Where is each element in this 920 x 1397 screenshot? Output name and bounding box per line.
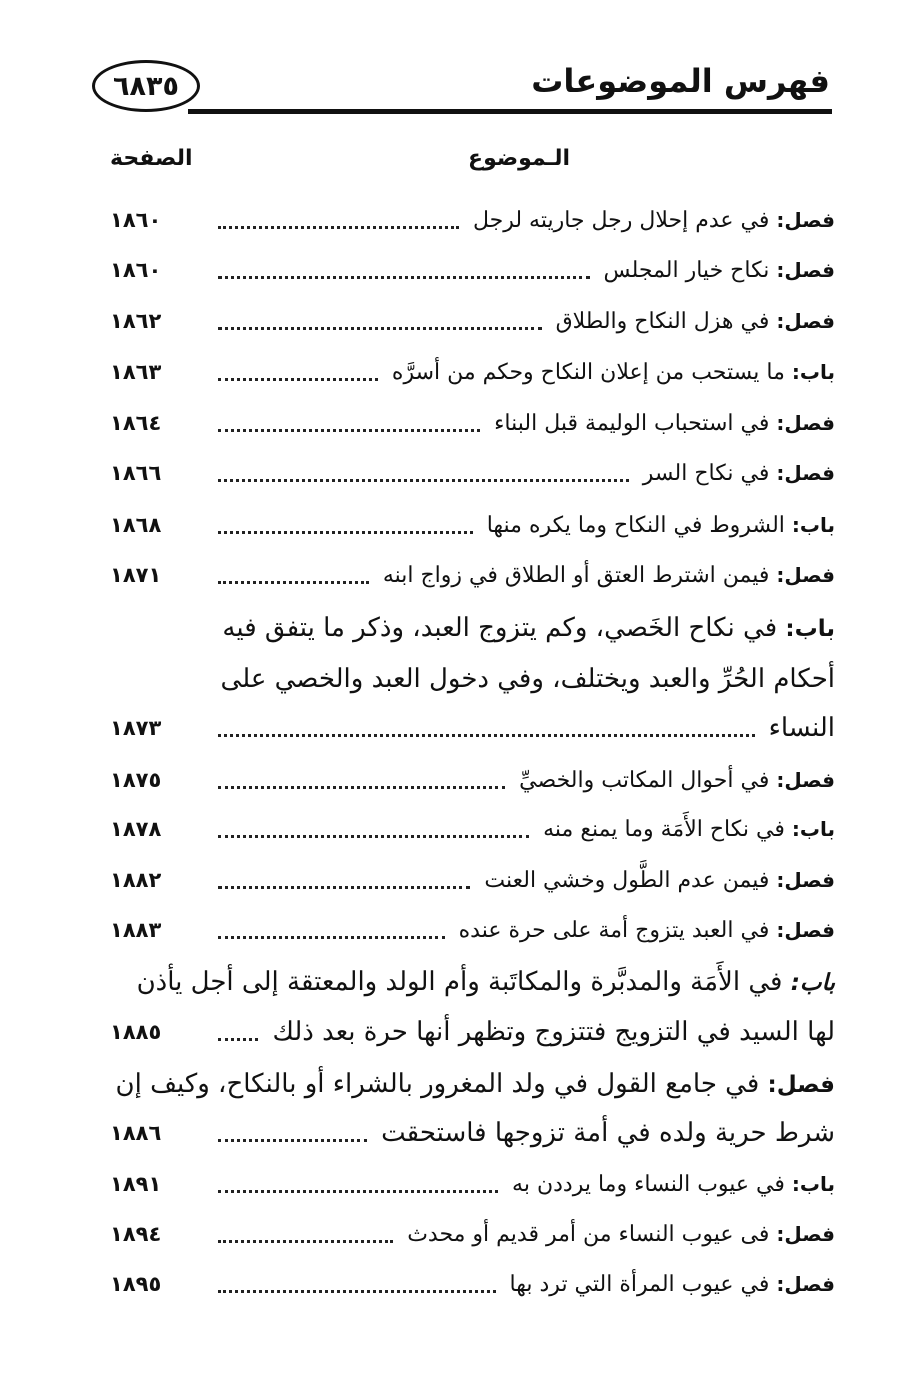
entry-title: في الأَمَة والمدبَّرة والمكاتَبة وأم الولد والمعتقة إلى أجل يأذن xyxy=(136,967,791,997)
entry-title: في استحباب الوليمة قبل البناء xyxy=(494,411,777,436)
entry-text xyxy=(473,200,835,241)
index-entry xyxy=(110,860,835,900)
entry-page-number: ١٨٧٥ xyxy=(110,768,162,792)
entry-text xyxy=(407,1214,835,1255)
dot-leader xyxy=(218,429,480,432)
entry-page-number: ١٨٧٣ xyxy=(110,716,162,740)
entry-keyword: فصل: xyxy=(776,918,835,942)
index-entry xyxy=(110,250,835,290)
dot-leader xyxy=(218,786,505,789)
entry-text xyxy=(543,809,835,850)
entry-title: في جامع القول في ولد المغرور بالشراء أو بالنكاح، وكيف إن xyxy=(115,1069,768,1099)
entry-text xyxy=(381,1113,835,1153)
entry-title: في عدم إحلال رجل جاريته لرجل xyxy=(472,208,777,233)
page-number: ٦٨٣٥ xyxy=(92,60,200,112)
entry-text xyxy=(643,453,835,494)
entry-keyword: باب: xyxy=(791,1172,835,1196)
entry-title: فيمن اشترط العتق أو الطلاق في زواج ابنه xyxy=(382,563,777,588)
entry-keyword: باب: xyxy=(791,817,835,841)
entry-keyword: باب: xyxy=(785,616,835,642)
entry-title: في العبد يتزوج أمة على حرة عنده xyxy=(458,918,777,943)
entry-page-number: ١٨٦٠ xyxy=(110,208,162,232)
entry-keyword: فصل: xyxy=(776,768,835,792)
index-entry xyxy=(110,809,835,849)
index-entry xyxy=(110,200,835,240)
dot-leader xyxy=(218,1240,393,1243)
entry-title: أحكام الحُرِّ والعبد ويختلف، وفي دخول العبد والخصي على xyxy=(220,664,835,694)
column-headers xyxy=(110,146,835,186)
entry-text xyxy=(556,301,835,342)
entry-title: الشروط في النكاح وما يكره منها xyxy=(486,513,792,538)
index-entry xyxy=(110,608,835,648)
index-entry xyxy=(110,352,835,392)
entry-title: في نكاح السر xyxy=(642,461,777,486)
dot-leader xyxy=(218,886,470,889)
index-entry xyxy=(110,659,835,699)
entry-page-number: ١٨٨٦ xyxy=(110,1121,162,1145)
index-entry xyxy=(110,962,835,1002)
entry-keyword: فصل: xyxy=(776,563,835,587)
entry-text xyxy=(221,659,835,699)
dot-leader xyxy=(218,479,629,482)
entry-text xyxy=(769,708,835,748)
entry-title: النساء xyxy=(768,713,835,743)
entry-title: في عيوب النساء وما يرددن به xyxy=(512,1172,792,1197)
index-entry xyxy=(110,910,835,950)
entry-title: ما يستحب من إعلان النكاح وحكم من أسرَّه xyxy=(391,360,792,385)
entry-text xyxy=(392,352,835,393)
dot-leader xyxy=(218,226,459,229)
index-entry xyxy=(110,453,835,493)
entry-text xyxy=(604,250,835,291)
index-entry xyxy=(110,403,835,443)
entry-text xyxy=(494,403,835,444)
entry-page-number: ١٨٦٢ xyxy=(110,309,162,333)
entry-text xyxy=(116,1064,835,1105)
index-entry xyxy=(110,1064,835,1104)
entry-title: في أحوال المكاتب والخصيِّ xyxy=(519,768,777,793)
entry-title: فى عيوب النساء من أمر قديم أو محدث xyxy=(407,1222,777,1247)
entry-keyword: باب: xyxy=(791,513,835,537)
entry-keyword: فصل: xyxy=(776,309,835,333)
page-header xyxy=(92,60,832,118)
entry-text xyxy=(222,608,835,649)
dot-leader xyxy=(218,1190,498,1193)
entry-keyword: فصل: xyxy=(767,1072,835,1098)
index-entry xyxy=(110,301,835,341)
entry-page-number: ١٨٩٥ xyxy=(110,1272,162,1296)
dot-leader xyxy=(218,936,445,939)
entry-title: في هزل النكاح والطلاق xyxy=(555,309,777,334)
entry-text xyxy=(512,1164,835,1205)
dot-leader xyxy=(218,378,378,381)
entry-keyword: فصل: xyxy=(776,258,835,282)
index-entry xyxy=(110,505,835,545)
entry-text xyxy=(519,760,835,801)
dot-leader xyxy=(218,1290,496,1293)
entry-text xyxy=(272,1012,835,1052)
index-entry xyxy=(110,1113,835,1153)
index-entry xyxy=(110,1264,835,1304)
entry-page-number: ١٨٩١ xyxy=(110,1172,162,1196)
entry-title: في نكاح الأَمَة وما يمنع منه xyxy=(543,817,792,842)
entry-keyword: فصل: xyxy=(776,461,835,485)
entry-text xyxy=(484,860,835,901)
entry-page-number: ١٨٦٦ xyxy=(110,461,162,485)
entry-page-number: ١٨٨٥ xyxy=(110,1020,162,1044)
index-entry xyxy=(110,1012,835,1052)
column-header-topic: الـموضوع xyxy=(468,146,570,171)
entry-title: لها السيد في التزويج فتتزوج وتظهر أنها حرة بعد ذلك xyxy=(272,1017,835,1047)
dot-leader xyxy=(218,835,529,838)
entry-text xyxy=(459,910,835,951)
entry-text xyxy=(137,962,835,1003)
dot-leader xyxy=(218,581,369,584)
entry-keyword: فصل: xyxy=(776,868,835,892)
index-entry xyxy=(110,1214,835,1254)
index-entry xyxy=(110,708,835,748)
column-header-page: الصفحة xyxy=(110,146,193,171)
entry-keyword: فصل: xyxy=(776,1272,835,1296)
dot-leader xyxy=(218,1038,258,1041)
entry-keyword: باب: xyxy=(790,970,835,996)
dot-leader xyxy=(218,327,542,330)
dot-leader xyxy=(218,1139,367,1142)
entry-page-number: ١٨٧١ xyxy=(110,563,162,587)
entry-text xyxy=(487,505,835,546)
entry-page-number: ١٨٨٢ xyxy=(110,868,162,892)
dot-leader xyxy=(218,276,590,279)
entry-keyword: فصل: xyxy=(776,1222,835,1246)
entry-page-number: ١٨٦٤ xyxy=(110,411,162,435)
entry-page-number: ١٨٦٨ xyxy=(110,513,162,537)
entry-title: نكاح خيار المجلس xyxy=(603,258,777,283)
entry-title: في عيوب المرأة التي ترد بها xyxy=(509,1272,777,1297)
entry-title: شرط حرية ولده في أمة تزوجها فاستحقت xyxy=(381,1118,835,1148)
index-title: فهرس الموضوعات xyxy=(531,62,830,100)
entry-text xyxy=(510,1264,835,1305)
entry-page-number: ١٨٩٤ xyxy=(110,1222,162,1246)
index-entry xyxy=(110,760,835,800)
index-entry xyxy=(110,555,835,595)
entry-page-number: ١٨٧٨ xyxy=(110,817,162,841)
entry-keyword: فصل: xyxy=(776,208,835,232)
entry-keyword: فصل: xyxy=(776,411,835,435)
entry-title: في نكاح الخَصي، وكم يتزوج العبد، وذكر ما يتفق فيه xyxy=(222,613,786,643)
entry-text xyxy=(383,555,835,596)
index-entry xyxy=(110,1164,835,1204)
header-rule xyxy=(188,109,832,114)
entry-keyword: باب: xyxy=(791,360,835,384)
entry-title: فيمن عدم الطَّول وخشي العنت xyxy=(484,868,777,893)
entry-page-number: ١٨٦٠ xyxy=(110,258,162,282)
dot-leader xyxy=(218,531,473,534)
entry-page-number: ١٨٨٣ xyxy=(110,918,162,942)
dot-leader xyxy=(218,734,755,737)
entry-page-number: ١٨٦٣ xyxy=(110,360,162,384)
